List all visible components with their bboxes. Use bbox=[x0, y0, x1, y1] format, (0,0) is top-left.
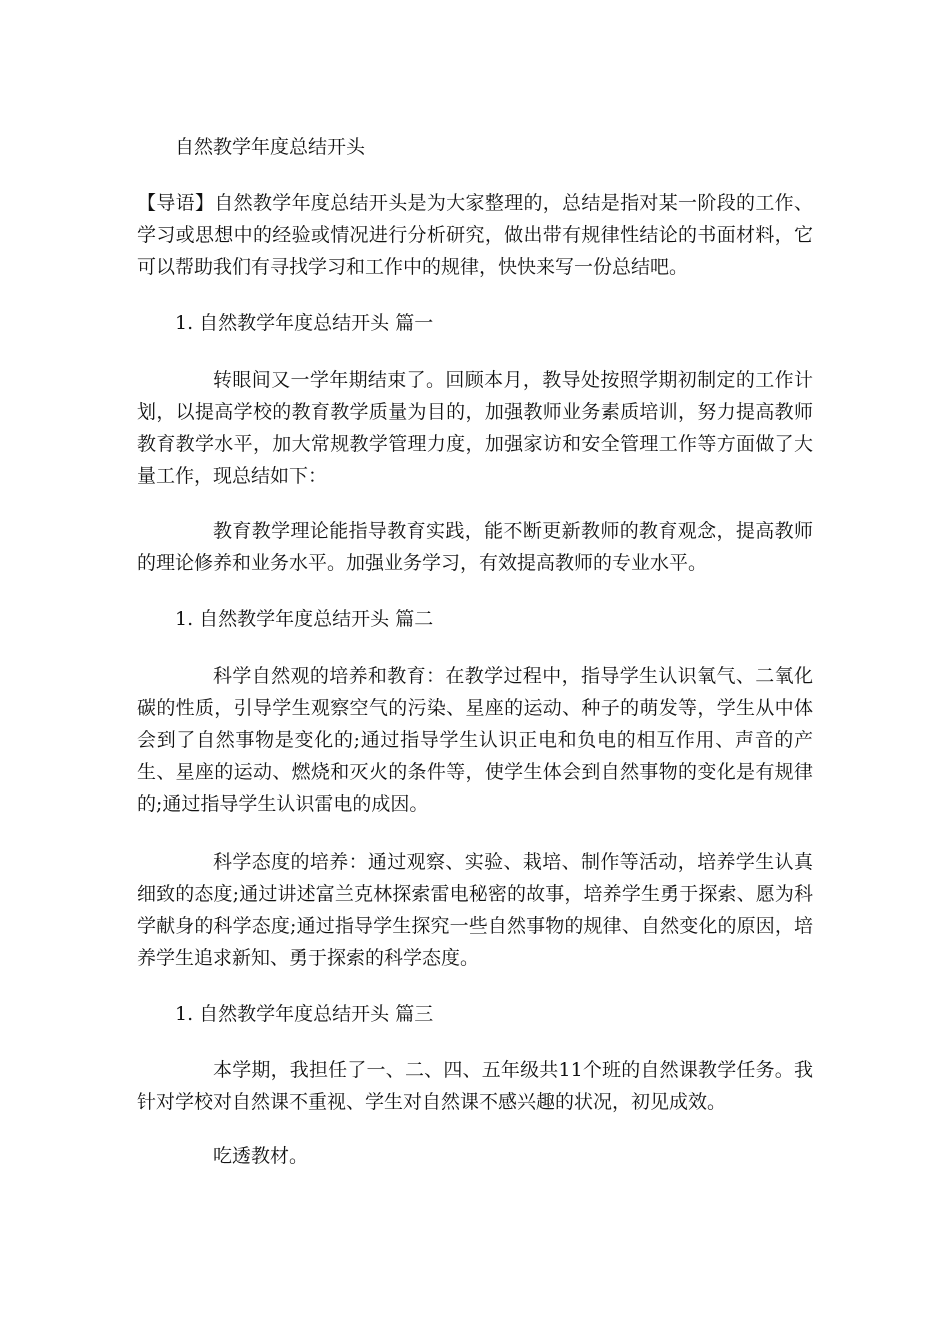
section-3-paragraph-2: 吃透教材。 bbox=[213, 1145, 309, 1167]
document-title: 自然教学年度总结开头 bbox=[175, 136, 366, 158]
section-2-paragraph-1: 科学自然观的培养和教育：在教学过程中，指导学生认识氧气、二氧化碳的性质，引导学生观察空气的污染、星座的运动、种子的萌发等，学生从中体会到了自然事物是变化的;通过指导学生认识正电和负电的相互作用、声音的产生、星座的运动、燃烧和灭火的条件等，使学生体会到自然事物的变化是有规律的;通过指导学生认识雷电的成因。 bbox=[137, 665, 813, 815]
section-3-paragraph-1: 本学期，我担任了一、二、四、五年级共11个班的自然课教学任务。我针对学校对自然课不重视、学生对自然课不感兴趣的状况，初见成效。 bbox=[137, 1059, 813, 1113]
section-heading-2: 1. 自然教学年度总结开头 篇二 bbox=[175, 608, 434, 630]
section-1-paragraph-1: 转眼间又一学年期结束了。回顾本月，教导处按照学期初制定的工作计划，以提高学校的教育教学质量为目的，加强教师业务素质培训，努力提高教师教育教学水平，加大常规教学管理力度，加强家访和安全管理工作等方面做了大量工作，现总结如下： bbox=[137, 369, 813, 487]
section-heading-1: 1. 自然教学年度总结开头 篇一 bbox=[175, 312, 434, 334]
section-1-paragraph-2: 教育教学理论能指导教育实践，能不断更新教师的教育观念，提高教师的理论修养和业务水平。加强业务学习，有效提高教师的专业水平。 bbox=[137, 520, 813, 574]
section-2-paragraph-2: 科学态度的培养：通过观察、实验、栽培、制作等活动，培养学生认真细致的态度;通过讲述富兰克林探索雷电秘密的故事，培养学生勇于探索、愿为科学献身的科学态度;通过指导学生探究一些自然事物的规律、自然变化的原因，培养学生追求新知、勇于探索的科学态度。 bbox=[137, 851, 813, 969]
intro-paragraph: 【导语】自然教学年度总结开头是为大家整理的，总结是指对某一阶段的工作、学习或思想中的经验或情况进行分析研究，做出带有规律性结论的书面材料，它可以帮助我们有寻找学习和工作中的规律，快快来写一份总结吧。 bbox=[137, 192, 813, 278]
section-heading-3: 1. 自然教学年度总结开头 篇三 bbox=[175, 1003, 434, 1025]
